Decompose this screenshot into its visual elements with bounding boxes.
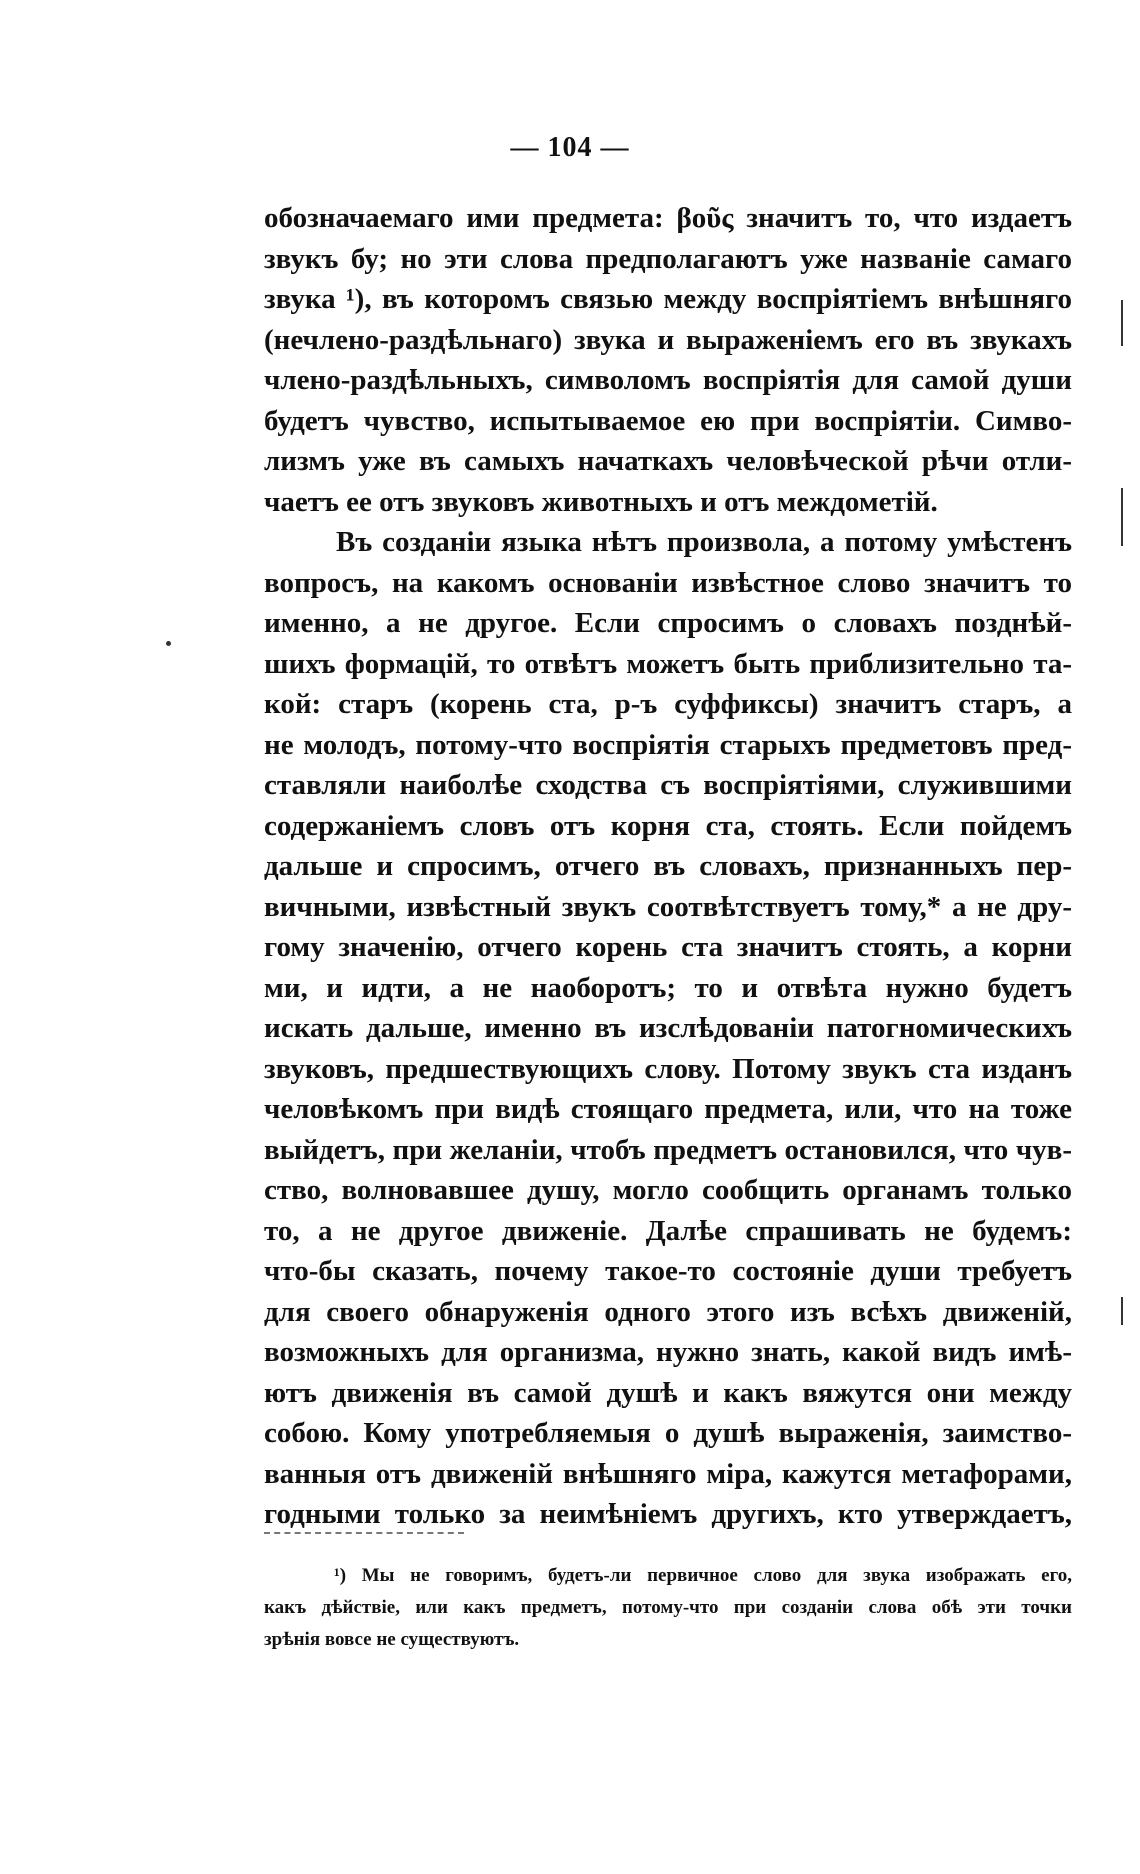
text-line: выйдетъ, при желаніи, чтобъ предметъ остановился, что чув- bbox=[264, 1133, 1072, 1166]
footnote-line: какъ дѣйствіе, или какъ предметъ, потому-что при созданіи слова обѣ эти точки bbox=[264, 1597, 1072, 1618]
text-line: вичными, извѣстный звукъ соотвѣтствуетъ тому,* а не дру- bbox=[264, 890, 1072, 923]
text-line: дальше и спросимъ, отчего въ словахъ, признанныхъ пер- bbox=[264, 850, 1072, 882]
text-line: ютъ движенія въ самой душѣ и какъ вяжутся они между bbox=[264, 1376, 1072, 1409]
text-line: звуковъ, предшествующихъ слову. Потому звукъ ста изданъ bbox=[264, 1052, 1072, 1085]
text-line: собою. Кому употребляемыя о душѣ выраженія, заимство- bbox=[264, 1417, 1072, 1449]
margin-mark bbox=[1121, 488, 1123, 518]
text-line: содержаніемъ словъ отъ корня ста, стоять. Если пойдемъ bbox=[264, 809, 1072, 842]
text-line: что-бы сказать, почему такое-то состояніе души требуетъ bbox=[264, 1255, 1072, 1287]
text-line: искать дальше, именно въ изслѣдованіи патогномическихъ bbox=[264, 1012, 1072, 1044]
text-line: звука ¹), въ которомъ связью между воспріятіемъ внѣшняго bbox=[264, 283, 1072, 315]
text-line: члено-раздѣльныхъ, символомъ воспріятія для самой души bbox=[264, 364, 1072, 396]
margin-mark bbox=[1121, 300, 1123, 346]
text-line: лизмъ уже въ самыхъ начаткахъ человѣческой рѣчи отли- bbox=[264, 445, 1072, 477]
text-line: звукъ бу; но эти слова предполагаютъ уже названіе самаго bbox=[264, 242, 1072, 275]
text-line: возможныхъ для организма, нужно знать, какой видъ имѣ- bbox=[264, 1336, 1072, 1368]
text-line: вопросъ, на какомъ основаніи извѣстное слово значитъ то bbox=[264, 566, 1072, 599]
text-line: шихъ формацій, то отвѣтъ можетъ быть приблизительно та- bbox=[264, 647, 1072, 680]
footnote-divider bbox=[264, 1532, 464, 1534]
text-line: для своего обнаруженія одного этого изъ всѣхъ движеній, bbox=[264, 1295, 1072, 1328]
text-line: человѣкомъ при видѣ стоящаго предмета, или, что на тоже bbox=[264, 1093, 1072, 1125]
text-line: ванныя отъ движеній внѣшняго міра, кажутся метафорами, bbox=[264, 1457, 1072, 1490]
text-line: годными только за неимѣніемъ другихъ, кто утверждаетъ, bbox=[264, 1498, 1072, 1530]
margin-mark bbox=[1121, 1297, 1123, 1325]
text-line: (нечлено-раздѣльнаго) звука и выраженіемъ его въ звукахъ bbox=[264, 323, 1072, 356]
paragraph-start-line: Въ созданіи языка нѣтъ произвола, а потому умѣстенъ bbox=[336, 526, 1072, 558]
text-line: ми, и идти, а не наоборотъ; то и отвѣта нужно будетъ bbox=[264, 971, 1072, 1004]
footnote-line: зрѣнія вовсе не существуютъ. bbox=[264, 1629, 520, 1650]
footnotes bbox=[264, 1560, 1072, 1656]
text-line: будетъ чувство, испытываемое ею при воспріятіи. Симво- bbox=[264, 404, 1072, 437]
page-number-text: — 104 — bbox=[510, 132, 630, 163]
page-number bbox=[0, 132, 1140, 164]
text-line: гому значенію, отчего корень ста значитъ стоять, а корни bbox=[264, 931, 1072, 963]
text-line: кой: старъ (корень ста, р-ъ суффиксы) значитъ старъ, а bbox=[264, 688, 1072, 720]
margin-dot bbox=[166, 641, 171, 646]
main-text bbox=[264, 198, 1072, 1535]
text-line: не молодъ, потому-что воспріятія старыхъ предметовъ пред- bbox=[264, 728, 1072, 761]
margin-mark bbox=[1121, 516, 1123, 546]
text-line: ство, волновавшее душу, могло сообщить органамъ только bbox=[264, 1174, 1072, 1206]
footnote-line: ¹) Мы не говоримъ, будетъ-ли первичное слово для звука изображать его, bbox=[334, 1565, 1072, 1586]
text-line: то, а не другое движеніе. Далѣе спрашивать не будемъ: bbox=[264, 1214, 1072, 1247]
text-line: чаетъ ее отъ звуковъ животныхъ и отъ междометій. bbox=[264, 485, 938, 518]
text-line: обозначаемаго ими предмета: βοῦς значитъ то, что издаетъ bbox=[264, 202, 1072, 234]
text-line: ставляли наиболѣе сходства съ воспріятіями, служившими bbox=[264, 769, 1072, 801]
text-line: именно, а не другое. Если спросимъ о словахъ позднѣй- bbox=[264, 607, 1072, 639]
